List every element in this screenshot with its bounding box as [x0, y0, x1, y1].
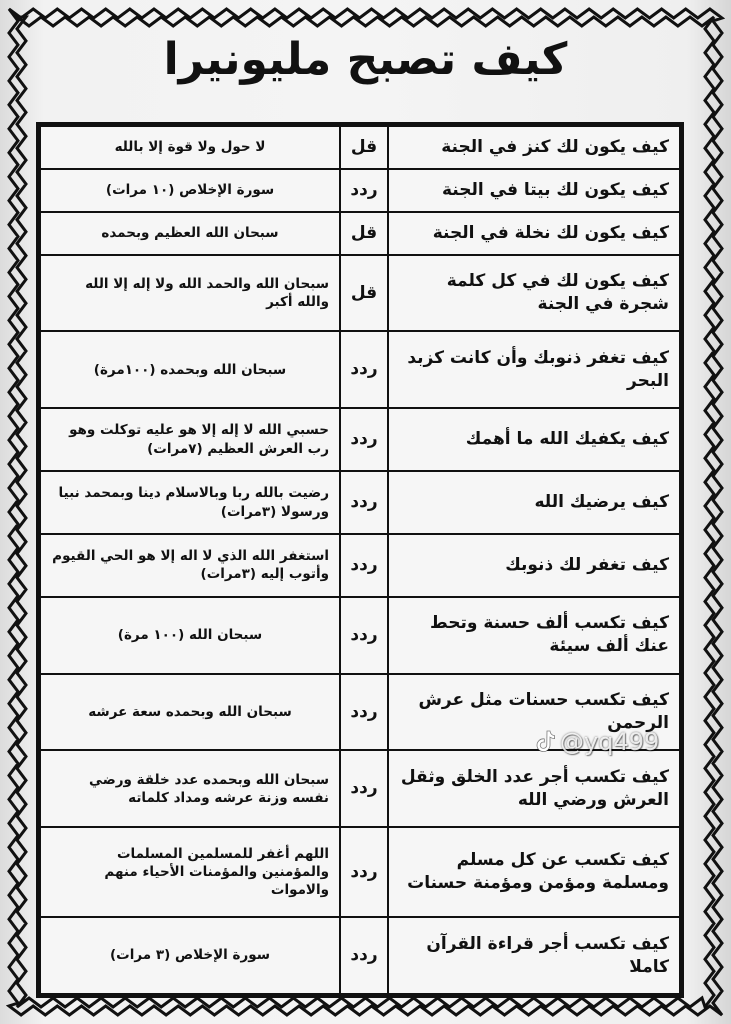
action-cell: ردد [340, 827, 388, 917]
question-cell: كيف يرضيك الله [388, 471, 680, 534]
answer-cell: سبحان الله وبحمده سعة عرشه [40, 674, 340, 751]
question-cell: كيف تكسب أجر عدد الخلق وثقل العرش ورضي الله [388, 750, 680, 827]
table-row [40, 534, 680, 597]
table-row [40, 126, 680, 169]
action-cell: ردد [340, 408, 388, 471]
table-row [40, 917, 680, 994]
action-cell: ردد [340, 169, 388, 212]
answer-cell: سبحان الله وبحمده (١٠٠مرة) [40, 331, 340, 408]
action-cell: ردد [340, 597, 388, 674]
info-table [36, 122, 684, 998]
question-cell: كيف يكون لك نخلة في الجنة [388, 212, 680, 255]
question-cell: كيف يكون لك في كل كلمة شجرة في الجنة [388, 255, 680, 332]
answer-cell: لا حول ولا قوة إلا بالله [40, 126, 340, 169]
tiktok-icon [536, 730, 556, 754]
question-cell: كيف تكسب عن كل مسلم ومسلمة ومؤمن ومؤمنة حسنات [388, 827, 680, 917]
action-cell: ردد [340, 471, 388, 534]
answer-cell: سبحان الله (١٠٠ مرة) [40, 597, 340, 674]
table-row [40, 255, 680, 332]
question-cell: كيف تكسب ألف حسنة وتحط عنك ألف سيئة [388, 597, 680, 674]
action-cell: ردد [340, 534, 388, 597]
answer-cell: استغفر الله الذي لا اله إلا هو الحي القيوم وأتوب إليه (٣مرات) [40, 534, 340, 597]
question-cell: كيف تكسب أجر قراءة القرآن كاملا [388, 917, 680, 994]
action-cell: ردد [340, 674, 388, 751]
question-cell: كيف تغفر ذنوبك وأن كانت كزبد البحر [388, 331, 680, 408]
question-cell: كيف يكون لك كنز في الجنة [388, 126, 680, 169]
question-cell: كيف تغفر لك ذنوبك [388, 534, 680, 597]
answer-cell: سبحان الله والحمد الله ولا إله إلا الله والله أكبر [40, 255, 340, 332]
action-cell: ردد [340, 331, 388, 408]
question-cell: كيف تكسب حسنات مثل عرش الرحمن [388, 674, 680, 751]
table-row [40, 169, 680, 212]
table-row [40, 331, 680, 408]
watermark [536, 728, 659, 756]
question-cell: كيف يكون لك بيتا في الجنة [388, 169, 680, 212]
table-row [40, 750, 680, 827]
answer-cell: سبحان الله العظيم وبحمده [40, 212, 340, 255]
answer-cell: سورة الإخلاص (٣ مرات) [40, 917, 340, 994]
table-row [40, 408, 680, 471]
answer-cell: رضيت بالله ربا وبالاسلام دينا وبمحمد نبيا ورسولا (٣مرات) [40, 471, 340, 534]
answer-cell: سبحان الله وبحمده عدد خلقة ورضي نفسه وزنة عرشه ومداد كلماته [40, 750, 340, 827]
table-row [40, 827, 680, 917]
action-cell: قل [340, 255, 388, 332]
action-cell: ردد [340, 917, 388, 994]
table-row [40, 471, 680, 534]
table-row [40, 212, 680, 255]
answer-cell: اللهم أغفر للمسلمين المسلمات والمؤمنين والمؤمنات الأحياء منهم والاموات [40, 827, 340, 917]
watermark-handle: @yq499 [560, 728, 660, 756]
table-row [40, 597, 680, 674]
answer-cell: حسبي الله لا إله إلا هو عليه توكلت وهو رب العرش العظيم (٧مرات) [40, 408, 340, 471]
question-cell: كيف يكفيك الله ما أهمك [388, 408, 680, 471]
answer-cell: سورة الإخلاص (١٠ مرات) [40, 169, 340, 212]
action-cell: قل [340, 212, 388, 255]
action-cell: قل [340, 126, 388, 169]
action-cell: ردد [340, 750, 388, 827]
table-body [40, 126, 680, 994]
page-title: كيف تصبح مليونيرا [163, 34, 568, 85]
